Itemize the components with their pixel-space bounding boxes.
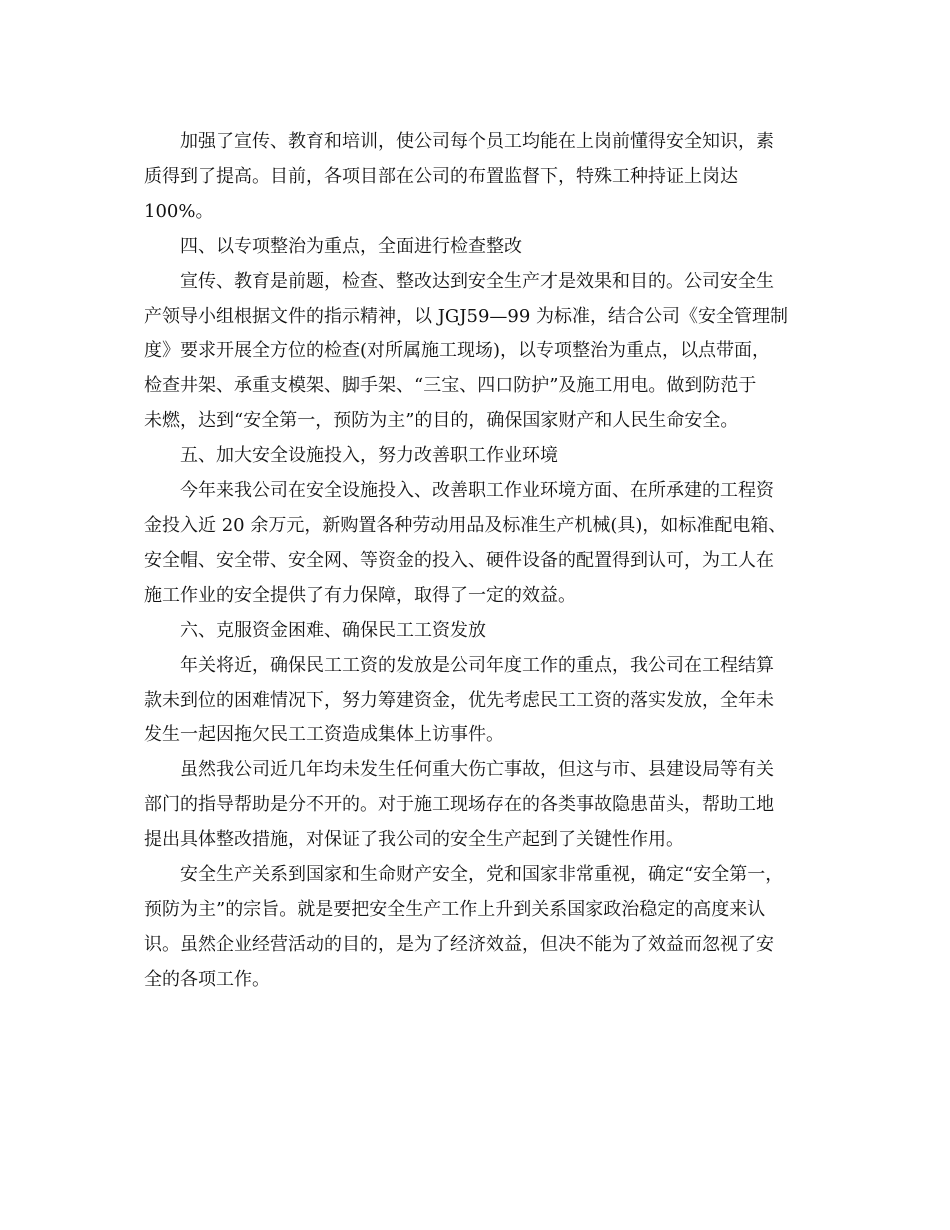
text-line: 施工作业的安全提供了有力保障，取得了一定的效益。: [144, 584, 576, 606]
text-line: 安全生产关系到国家和生命财产安全，党和国家非常重视，确定“安全第一，: [180, 864, 784, 886]
text-line: 产领导小组根据文件的指示精神，以 JGJ59—99 为标准，结合公司《安全管理制: [144, 305, 789, 327]
text-line: 识。虽然企业经营活动的目的，是为了经济效益，但决不能为了效益而忽视了安: [144, 933, 774, 955]
paragraph-investment: [144, 474, 804, 614]
section-heading-5: [144, 439, 804, 474]
heading-text: 六、克服资金困难、确保民工工资发放: [180, 619, 486, 641]
text-line: 虽然我公司近几年均未发生任何重大伤亡事故，但这与市、县建设局等有关: [180, 759, 774, 781]
text-line: 款未到位的困难情况下，努力筹建资金，优先考虑民工工资的落实发放，全年未: [144, 689, 774, 711]
document-body: [144, 125, 804, 998]
text-line: 质得到了提高。目前，各项目部在公司的布置监督下，特殊工种持证上岗达: [144, 165, 738, 187]
text-line: 加强了宣传、教育和培训，使公司每个员工均能在上岗前懂得安全知识，素: [180, 131, 774, 152]
text-line: 未燃，达到“安全第一，预防为主”的目的，确保国家财产和人民生命安全。: [144, 410, 739, 432]
text-line: 检查井架、承重支模架、脚手架、“三宝、四口防护”及施工用电。做到防范于: [144, 375, 757, 397]
text-line: 宣传、教育是前题，检查、整改达到安全生产才是效果和目的。公司安全生: [180, 270, 774, 292]
paragraph-conclusion: [144, 858, 804, 998]
paragraph-inspection: [144, 265, 804, 440]
paragraph-training: [144, 125, 804, 230]
text-line: 年关将近，确保民工工资的发放是公司年度工作的重点，我公司在工程结算: [180, 654, 774, 676]
text-line: 发生一起因拖欠民工工资造成集体上访事件。: [144, 724, 504, 746]
text-line: 安全帽、安全带、安全网、等资金的投入、硬件设备的配置得到认可，为工人在: [144, 549, 774, 571]
text-line: 今年来我公司在安全设施投入、改善职工作业环境方面、在所承建的工程资: [180, 480, 774, 502]
heading-text: 四、以专项整治为重点，全面进行检查整改: [180, 235, 522, 257]
text-line: 部门的指导帮助是分不开的。对于施工现场存在的各类事故隐患苗头，帮助工地: [144, 794, 774, 816]
text-line: 提出具体整改措施，对保证了我公司的安全生产起到了关键性作用。: [144, 829, 684, 851]
paragraph-wages: [144, 649, 804, 754]
paragraph-guidance: [144, 753, 804, 858]
section-heading-4: [144, 230, 804, 265]
section-heading-6: [144, 614, 804, 649]
heading-text: 五、加大安全设施投入，努力改善职工作业环境: [180, 445, 558, 467]
text-line: 100%。: [144, 200, 214, 222]
text-line: 金投入近 20 余万元，新购置各种劳动用品及标准生产机械(具)，如标准配电箱、: [144, 514, 787, 536]
text-line: 度》要求开展全方位的检查(对所属施工现场)，以专项整治为重点，以点带面，: [144, 340, 771, 362]
text-line: 预防为主”的宗旨。就是要把安全生产工作上升到关系国家政治稳定的高度来认: [144, 898, 766, 920]
text-line: 全的各项工作。: [144, 968, 270, 990]
